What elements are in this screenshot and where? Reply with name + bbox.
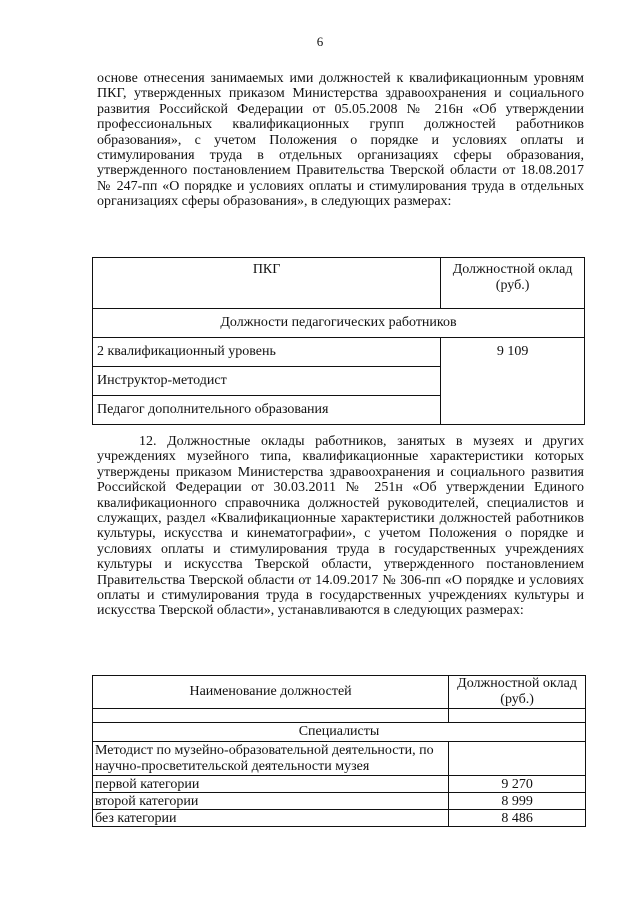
paragraph-pkg-education: основе отнесения занимаемых ими должностей к квалификационным уровням ПКГ, утвержденных приказом Министерства здравоохранения и социального развития Российской Федерации от 05.05.2008 № 216н «Об утверждении профессиональных квалификационных групп должностей работников образования», с учетом Положения о порядке и условиях оплаты и стимулирования труда в отдельных организациях сферы образования, утвержденного постановлением Правительства Тверской области от 18.08.2017 № 247-пп «О порядке и условиях оплаты и стимулирования труда в отдельных организациях сферы образования», в следующих размерах:	[97, 71, 584, 210]
table-section-row	[93, 309, 585, 338]
section-title: Специалисты	[93, 723, 586, 742]
header-pkg: ПКГ	[93, 258, 441, 309]
position-name: Педагог дополнительного образования	[93, 396, 441, 425]
salary-value: 9 109	[441, 338, 585, 425]
table-section-row	[93, 723, 586, 742]
category-name: второй категории	[93, 793, 449, 810]
salary-value: 8 486	[449, 810, 586, 827]
qualification-level: 2 квалификационный уровень	[93, 338, 441, 367]
table-row	[93, 793, 586, 810]
table-row	[93, 810, 586, 827]
table-blank-row	[93, 709, 586, 723]
paragraph-museum-workers: 12. Должностные оклады работников, занятых в музеях и других учреждениях музейного типа, квалификационные характеристики которых утверждены приказом Министерства здравоохранения и социального развития Российской Федерации от 30.03.2011 № 251н «Об утверждении Единого квалификационного справочника должностей руководителей, специалистов и служащих, раздел «Квалификационные характеристики должностей работников культуры, искусства и кинематографии», с учетом Положения о порядке и условиях оплаты и стимулирования труда в государственных учреждениях культуры и искусства Тверской области, утвержденного постановлением Правительства Тверской области от 14.09.2017 № 306-пп «О порядке и условиях оплаты и стимулирования труда в государственных учреждениях культуры и искусства Тверской области», устанавливаются в следующих размерах:	[97, 434, 584, 619]
salary-table-pedagogical	[92, 257, 585, 425]
page-number: 6	[316, 34, 324, 49]
salary-value: 9 270	[449, 776, 586, 793]
table-row	[93, 338, 585, 367]
header-salary: Должностной оклад (руб.)	[449, 676, 586, 709]
table-row	[93, 776, 586, 793]
table-header-row	[93, 676, 586, 709]
header-salary: Должностной оклад (руб.)	[441, 258, 585, 309]
section-title: Должности педагогических работников	[93, 309, 585, 338]
position-name: Инструктор-методист	[93, 367, 441, 396]
salary-table-museum	[92, 675, 586, 827]
table-row	[93, 742, 586, 776]
header-name: Наименование должностей	[93, 676, 449, 709]
category-name: без категории	[93, 810, 449, 827]
category-name: первой категории	[93, 776, 449, 793]
position-description: Методист по музейно-образовательной деятельности, по научно-просветительской деятельности музея	[93, 742, 449, 776]
table-header-row	[93, 258, 585, 309]
salary-value: 8 999	[449, 793, 586, 810]
